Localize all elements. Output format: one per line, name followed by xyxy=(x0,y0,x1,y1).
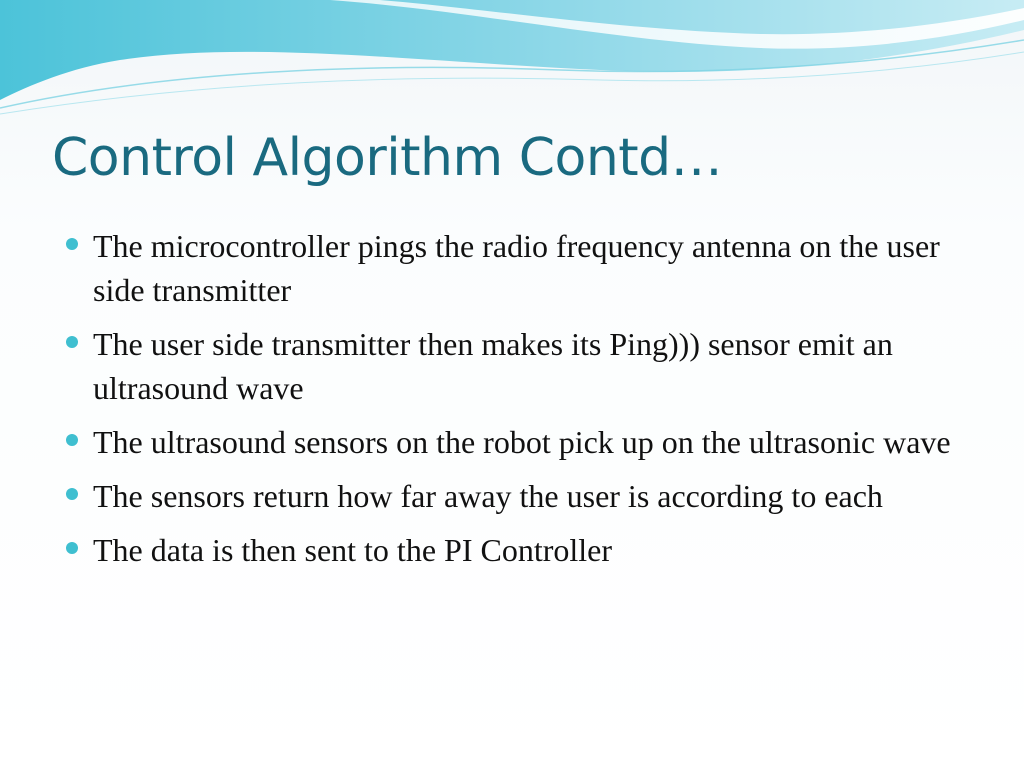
bullet-list xyxy=(62,224,982,582)
bullet-dot-icon xyxy=(66,542,78,554)
bullet-item xyxy=(62,474,982,518)
bullet-dot-icon xyxy=(66,238,78,250)
bullet-dot-icon xyxy=(66,434,78,446)
bullet-text: The data is then sent to the PI Controller xyxy=(93,532,612,568)
bullet-text: The ultrasound sensors on the robot pick up on the ultrasonic wave xyxy=(93,424,951,460)
slide-title: Control Algorithm Contd… xyxy=(52,128,723,188)
wave-header-decoration xyxy=(0,0,1024,120)
bullet-text: The user side transmitter then makes its Ping))) sensor emit an ultrasound wave xyxy=(93,326,893,406)
bullet-item xyxy=(62,224,982,312)
bullet-text: The microcontroller pings the radio frequency antenna on the user side transmitter xyxy=(93,228,940,308)
bullet-text: The sensors return how far away the user is according to each xyxy=(93,478,883,514)
bullet-item xyxy=(62,528,982,572)
bullet-dot-icon xyxy=(66,488,78,500)
bullet-dot-icon xyxy=(66,336,78,348)
bullet-item xyxy=(62,322,982,410)
bullet-item xyxy=(62,420,982,464)
